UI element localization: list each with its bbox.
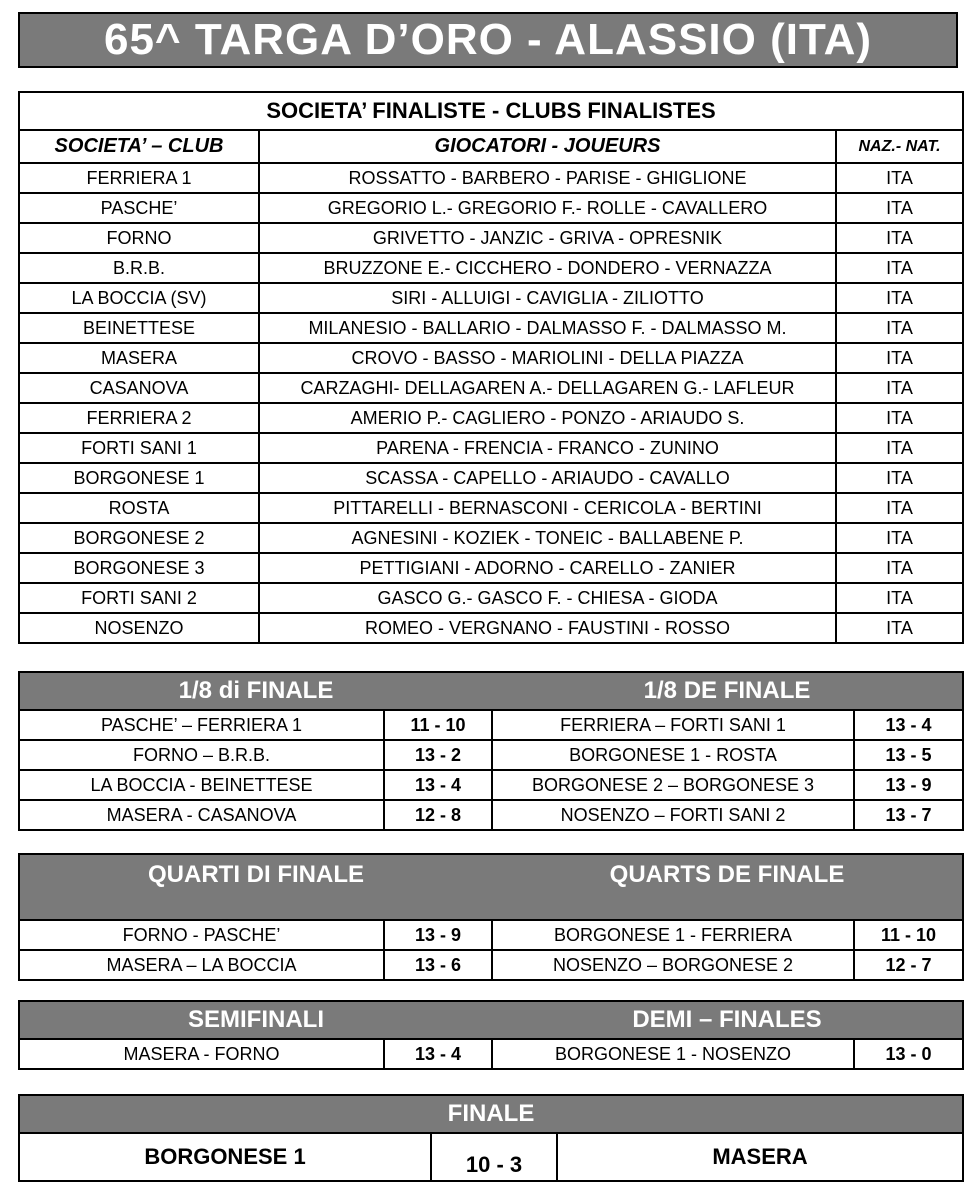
match-teams: MASERA - FORNO	[19, 1039, 384, 1069]
nationality: ITA	[836, 553, 963, 583]
match-score: 13 - 2	[384, 740, 492, 770]
match-score: 13 - 7	[854, 800, 963, 830]
page-title: 65^ TARGA D’ORO - ALASSIO (ITA)	[18, 12, 958, 68]
club-name: FORTI SANI 2	[19, 583, 259, 613]
match-teams: BORGONESE 1 - FERRIERA	[492, 920, 854, 950]
table-row	[19, 463, 963, 493]
nationality: ITA	[836, 583, 963, 613]
final-team-a: BORGONESE 1	[19, 1133, 431, 1181]
match-teams: MASERA - CASANOVA	[19, 800, 384, 830]
quarters-title-fr: QUARTS DE FINALE	[492, 854, 963, 920]
match-teams: LA BOCCIA - BEINETTESE	[19, 770, 384, 800]
table-row	[19, 223, 963, 253]
players: GREGORIO L.- GREGORIO F.- ROLLE - CAVALLERO	[259, 193, 836, 223]
match-score: 12 - 7	[854, 950, 963, 980]
match-score: 13 - 4	[384, 770, 492, 800]
table-row	[19, 553, 963, 583]
players: PARENA - FRENCIA - FRANCO - ZUNINO	[259, 433, 836, 463]
final-title: FINALE	[19, 1095, 963, 1133]
players: ROMEO - VERGNANO - FAUSTINI - ROSSO	[259, 613, 836, 643]
table-row	[19, 193, 963, 223]
table-row	[19, 583, 963, 613]
col-header-club: SOCIETA’ – CLUB	[19, 130, 259, 163]
nationality: ITA	[836, 613, 963, 643]
match-score: 11 - 10	[384, 710, 492, 740]
match-score: 13 - 4	[384, 1039, 492, 1069]
nationality: ITA	[836, 493, 963, 523]
club-name: B.R.B.	[19, 253, 259, 283]
players: SCASSA - CAPELLO - ARIAUDO - CAVALLO	[259, 463, 836, 493]
match-row	[19, 710, 963, 740]
players: CROVO - BASSO - MARIOLINI - DELLA PIAZZA	[259, 343, 836, 373]
players: GASCO G.- GASCO F. - CHIESA - GIODA	[259, 583, 836, 613]
match-row	[19, 920, 963, 950]
col-header-nationality: NAZ.- NAT.	[836, 130, 963, 163]
players: PITTARELLI - BERNASCONI - CERICOLA - BERTINI	[259, 493, 836, 523]
table-row	[19, 373, 963, 403]
table-row	[19, 163, 963, 193]
players: PETTIGIANI - ADORNO - CARELLO - ZANIER	[259, 553, 836, 583]
finalists-caption: SOCIETA’ FINALISTE - CLUBS FINALISTES	[19, 92, 963, 130]
nationality: ITA	[836, 463, 963, 493]
players: CARZAGHI- DELLAGAREN A.- DELLAGAREN G.- LAFLEUR	[259, 373, 836, 403]
table-row	[19, 283, 963, 313]
club-name: CASANOVA	[19, 373, 259, 403]
final-score: 10 - 3	[431, 1133, 557, 1181]
final-team-b: MASERA	[557, 1133, 963, 1181]
match-score: 13 - 5	[854, 740, 963, 770]
match-score: 11 - 10	[854, 920, 963, 950]
table-row	[19, 493, 963, 523]
club-name: FORTI SANI 1	[19, 433, 259, 463]
table-row	[19, 313, 963, 343]
match-teams: MASERA – LA BOCCIA	[19, 950, 384, 980]
round16-title-it: 1/8 di FINALE	[19, 672, 492, 710]
club-name: FERRIERA 1	[19, 163, 259, 193]
club-name: MASERA	[19, 343, 259, 373]
table-row	[19, 523, 963, 553]
club-name: NOSENZO	[19, 613, 259, 643]
nationality: ITA	[836, 403, 963, 433]
nationality: ITA	[836, 283, 963, 313]
match-row	[19, 740, 963, 770]
quarterfinals-table	[18, 853, 964, 981]
nationality: ITA	[836, 253, 963, 283]
table-row	[19, 403, 963, 433]
table-row	[19, 613, 963, 643]
match-row	[19, 770, 963, 800]
nationality: ITA	[836, 523, 963, 553]
table-row	[19, 433, 963, 463]
semis-title-fr: DEMI – FINALES	[492, 1001, 963, 1039]
club-name: ROSTA	[19, 493, 259, 523]
col-header-players: GIOCATORI - JOUEURS	[259, 130, 836, 163]
club-name: LA BOCCIA (SV)	[19, 283, 259, 313]
match-teams: BORGONESE 2 – BORGONESE 3	[492, 770, 854, 800]
club-name: BORGONESE 1	[19, 463, 259, 493]
players: AMERIO P.- CAGLIERO - PONZO - ARIAUDO S.	[259, 403, 836, 433]
players: AGNESINI - KOZIEK - TONEIC - BALLABENE P.	[259, 523, 836, 553]
nationality: ITA	[836, 223, 963, 253]
match-teams: NOSENZO – FORTI SANI 2	[492, 800, 854, 830]
round16-title-fr: 1/8 DE FINALE	[492, 672, 963, 710]
match-teams: FERRIERA – FORTI SANI 1	[492, 710, 854, 740]
match-row	[19, 950, 963, 980]
club-name: PASCHE’	[19, 193, 259, 223]
match-teams: PASCHE’ – FERRIERA 1	[19, 710, 384, 740]
semis-title-it: SEMIFINALI	[19, 1001, 492, 1039]
players: SIRI - ALLUIGI - CAVIGLIA - ZILIOTTO	[259, 283, 836, 313]
nationality: ITA	[836, 313, 963, 343]
semifinals-table	[18, 1000, 964, 1070]
match-row	[19, 800, 963, 830]
table-row	[19, 253, 963, 283]
club-name: BORGONESE 3	[19, 553, 259, 583]
quarters-title-it: QUARTI DI FINALE	[19, 854, 492, 920]
players: ROSSATTO - BARBERO - PARISE - GHIGLIONE	[259, 163, 836, 193]
match-score: 13 - 0	[854, 1039, 963, 1069]
nationality: ITA	[836, 163, 963, 193]
club-name: BEINETTESE	[19, 313, 259, 343]
nationality: ITA	[836, 193, 963, 223]
club-name: BORGONESE 2	[19, 523, 259, 553]
club-name: FERRIERA 2	[19, 403, 259, 433]
match-teams: BORGONESE 1 - ROSTA	[492, 740, 854, 770]
match-score: 13 - 6	[384, 950, 492, 980]
players: GRIVETTO - JANZIC - GRIVA - OPRESNIK	[259, 223, 836, 253]
nationality: ITA	[836, 433, 963, 463]
match-score: 13 - 9	[854, 770, 963, 800]
match-score: 13 - 9	[384, 920, 492, 950]
round-of-16-table	[18, 671, 964, 831]
nationality: ITA	[836, 373, 963, 403]
match-teams: NOSENZO – BORGONESE 2	[492, 950, 854, 980]
match-row	[19, 1039, 963, 1069]
match-score: 12 - 8	[384, 800, 492, 830]
table-row	[19, 343, 963, 373]
match-teams: FORNO - PASCHE’	[19, 920, 384, 950]
match-teams: BORGONESE 1 - NOSENZO	[492, 1039, 854, 1069]
match-score: 13 - 4	[854, 710, 963, 740]
nationality: ITA	[836, 343, 963, 373]
players: MILANESIO - BALLARIO - DALMASSO F. - DALMASSO M.	[259, 313, 836, 343]
finalists-table	[18, 91, 964, 644]
match-teams: FORNO – B.R.B.	[19, 740, 384, 770]
club-name: FORNO	[19, 223, 259, 253]
players: BRUZZONE E.- CICCHERO - DONDERO - VERNAZZA	[259, 253, 836, 283]
final-table	[18, 1094, 964, 1182]
